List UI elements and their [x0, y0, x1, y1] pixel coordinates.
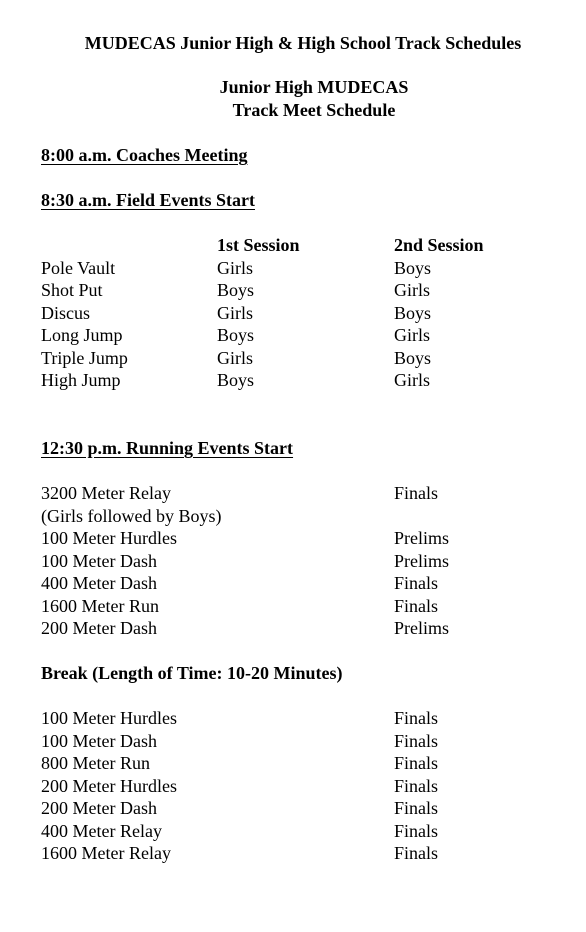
session-1-value: Boys [217, 280, 255, 300]
event-note: (Girls followed by Boys) [41, 505, 222, 526]
field-header-session-1: 1st Session [217, 235, 300, 255]
table-row [41, 707, 561, 730]
event-name: Triple Jump [41, 347, 128, 368]
event-name: 400 Meter Relay [41, 820, 162, 841]
event-name: Long Jump [41, 325, 123, 345]
round-value: Prelims [394, 550, 450, 571]
table-row [41, 842, 561, 865]
event-name: 200 Meter Hurdles [41, 775, 177, 796]
session-2-value: Girls [394, 280, 430, 300]
event-name: 1600 Meter Run [41, 595, 159, 616]
running-events-table-1 [41, 482, 561, 640]
event-name: 200 Meter Dash [41, 798, 157, 818]
schedule-subtitle [0, 76, 586, 122]
event-name: 100 Meter Hurdles [41, 708, 177, 728]
round-value: Finals [394, 798, 439, 818]
session-2-value: Boys [394, 302, 432, 323]
break-heading: Break (Length of Time: 10-20 Minutes) [41, 663, 343, 683]
round-value: Finals [394, 775, 439, 796]
session-1-value: Girls [217, 257, 253, 278]
round-value: Prelims [394, 618, 450, 638]
session-1-value: Boys [217, 370, 255, 390]
subtitle-line-2: Track Meet Schedule [232, 100, 396, 120]
event-name: Discus [41, 302, 90, 323]
table-row [41, 595, 561, 618]
event-name: 100 Meter Dash [41, 730, 157, 751]
table-row [41, 752, 561, 775]
coaches-meeting-heading: 8:00 a.m. Coaches Meeting [41, 145, 248, 165]
subtitle-line-1: Junior High MUDECAS [219, 77, 409, 97]
event-name: Shot Put [41, 280, 103, 300]
event-name: 200 Meter Dash [41, 618, 157, 638]
round-value: Finals [394, 753, 439, 773]
page-title: MUDECAS Junior High & High School Track Schedules [84, 33, 522, 53]
event-name: High Jump [41, 370, 121, 390]
event-name: 800 Meter Run [41, 753, 150, 773]
table-row [41, 347, 561, 370]
event-name: 3200 Meter Relay [41, 483, 171, 503]
session-2-value: Girls [394, 325, 430, 345]
field-events-table [41, 234, 561, 392]
event-name: 400 Meter Dash [41, 573, 157, 593]
session-2-value: Boys [394, 257, 432, 278]
table-row [41, 572, 561, 595]
table-row [41, 550, 561, 573]
round-value: Finals [394, 843, 439, 863]
table-row [41, 617, 561, 640]
session-2-value: Girls [394, 370, 430, 390]
round-value: Finals [394, 573, 439, 593]
event-name: 1600 Meter Relay [41, 843, 171, 863]
table-row [41, 324, 561, 347]
round-value: Finals [394, 820, 439, 841]
table-row [41, 730, 561, 753]
table-row [41, 302, 561, 325]
session-1-value: Boys [217, 325, 255, 345]
table-row [41, 482, 561, 505]
session-2-value: Boys [394, 347, 432, 368]
round-value: Finals [394, 708, 439, 728]
table-row [41, 797, 561, 820]
field-table-header-row [41, 234, 561, 257]
round-value: Finals [394, 483, 439, 503]
session-1-value: Girls [217, 302, 253, 323]
running-events-heading: 12:30 p.m. Running Events Start [41, 438, 294, 458]
field-header-session-2: 2nd Session [394, 235, 484, 255]
running-events-table-2 [41, 707, 561, 865]
table-row [41, 505, 561, 528]
session-1-value: Girls [217, 347, 253, 368]
table-row [41, 257, 561, 280]
field-events-heading: 8:30 a.m. Field Events Start [41, 190, 255, 210]
event-name: 100 Meter Hurdles [41, 528, 177, 548]
table-row [41, 820, 561, 843]
table-row [41, 775, 561, 798]
event-name: 100 Meter Dash [41, 550, 157, 571]
round-value: Finals [394, 595, 439, 616]
round-value: Finals [394, 730, 439, 751]
table-row [41, 527, 561, 550]
round-value: Prelims [394, 528, 450, 548]
table-row [41, 369, 561, 392]
event-name: Pole Vault [41, 257, 116, 278]
table-row [41, 279, 561, 302]
